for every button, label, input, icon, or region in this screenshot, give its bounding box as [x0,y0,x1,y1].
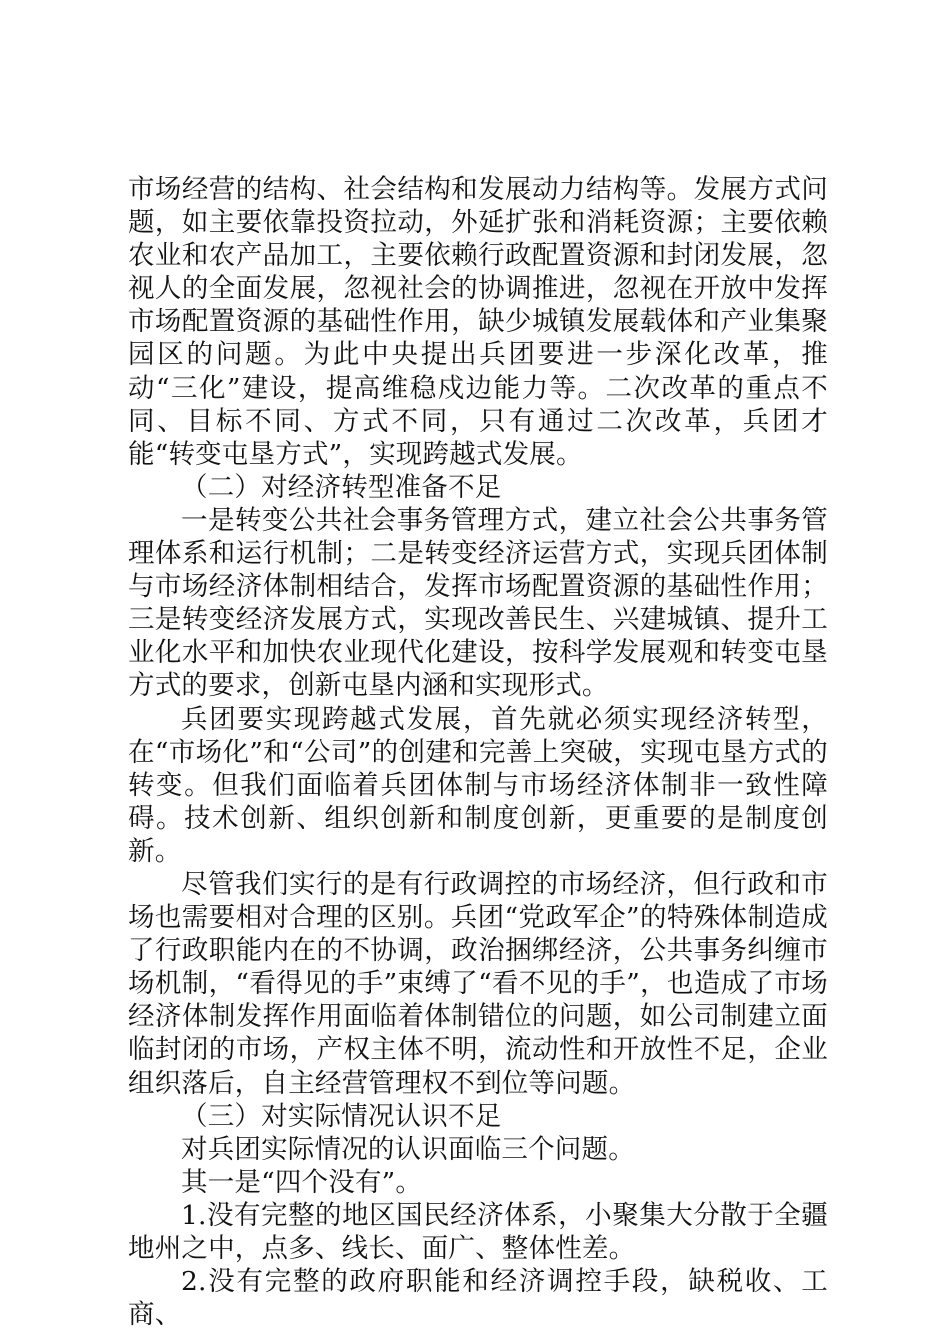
paragraph: 尽管我们实行的是有行政调控的市场经济，但行政和市场也需要相对合理的区别。兵团“党政军企”的特殊体制造成了行政职能内在的不协调，政治捆绑经济，公共事务纠缠市场机制，“看得见的手”束缚了“看不见的手”，也造成了市场经济体制发挥作用面临着体制错位的问题，如公司制建立面临封闭的市场，产权主体不明，流动性和开放性不足，企业组织落后，自主经营管理权不到位等问题。 [128,868,828,1099]
paragraph: 对兵团实际情况的认识面临三个问题。 [181,1133,635,1165]
paragraph: 其一是“四个没有”。 [181,1166,423,1198]
section-heading-three: （三）对实际情况认识不足 [181,1100,502,1132]
paragraph: 兵团要实现跨越式发展，首先就必须实现经济转型，在“市场化”和“公司”的创建和完善上突破，实现屯垦方式的转变。但我们面临着兵团体制与市场经济体制非一致性障碍。技术创新、组织创新和制度创新，更重要的是制度创新。 [128,703,828,867]
list-item: 1.没有完整的地区国民经济体系，小聚集大分散于全疆地州之中，点多、线长、面广、整体性差。 [128,1199,828,1264]
paragraph-continued: 市场经营的结构、社会结构和发展动力结构等。发展方式问题，如主要依靠投资拉动，外延扩张和消耗资源；主要依赖农业和农产品加工，主要依赖行政配置资源和封闭发展，忽视人的全面发展，忽视社会的协调推进，忽视在开放中发挥市场配置资源的基础性作用，缺少城镇发展载体和产业集聚园区的问题。为此中央提出兵团要进一步深化改革，推动“三化”建设，提高维稳戍边能力等。二次改革的重点不同、目标不同、方式不同，只有通过二次改革，兵团才能“转变屯垦方式”，实现跨越式发展。 [128,174,828,470]
paragraph: 一是转变公共社会事务管理方式，建立社会公共事务管理体系和运行机制；二是转变经济运营方式，实现兵团体制与市场经济体制相结合，发挥市场配置资源的基础性作用；三是转变经济发展方式，实现改善民生、兴建城镇、提升工业化水平和加快农业现代化建设，按科学发展观和转变屯垦方式的要求，创新屯垦内涵和实现形式。 [128,504,828,702]
document-body [128,173,828,1331]
section-heading-two: （二）对经济转型准备不足 [181,471,502,503]
list-item: 2.没有完整的政府职能和经济调控手段，缺税收、工商、 [128,1266,828,1331]
